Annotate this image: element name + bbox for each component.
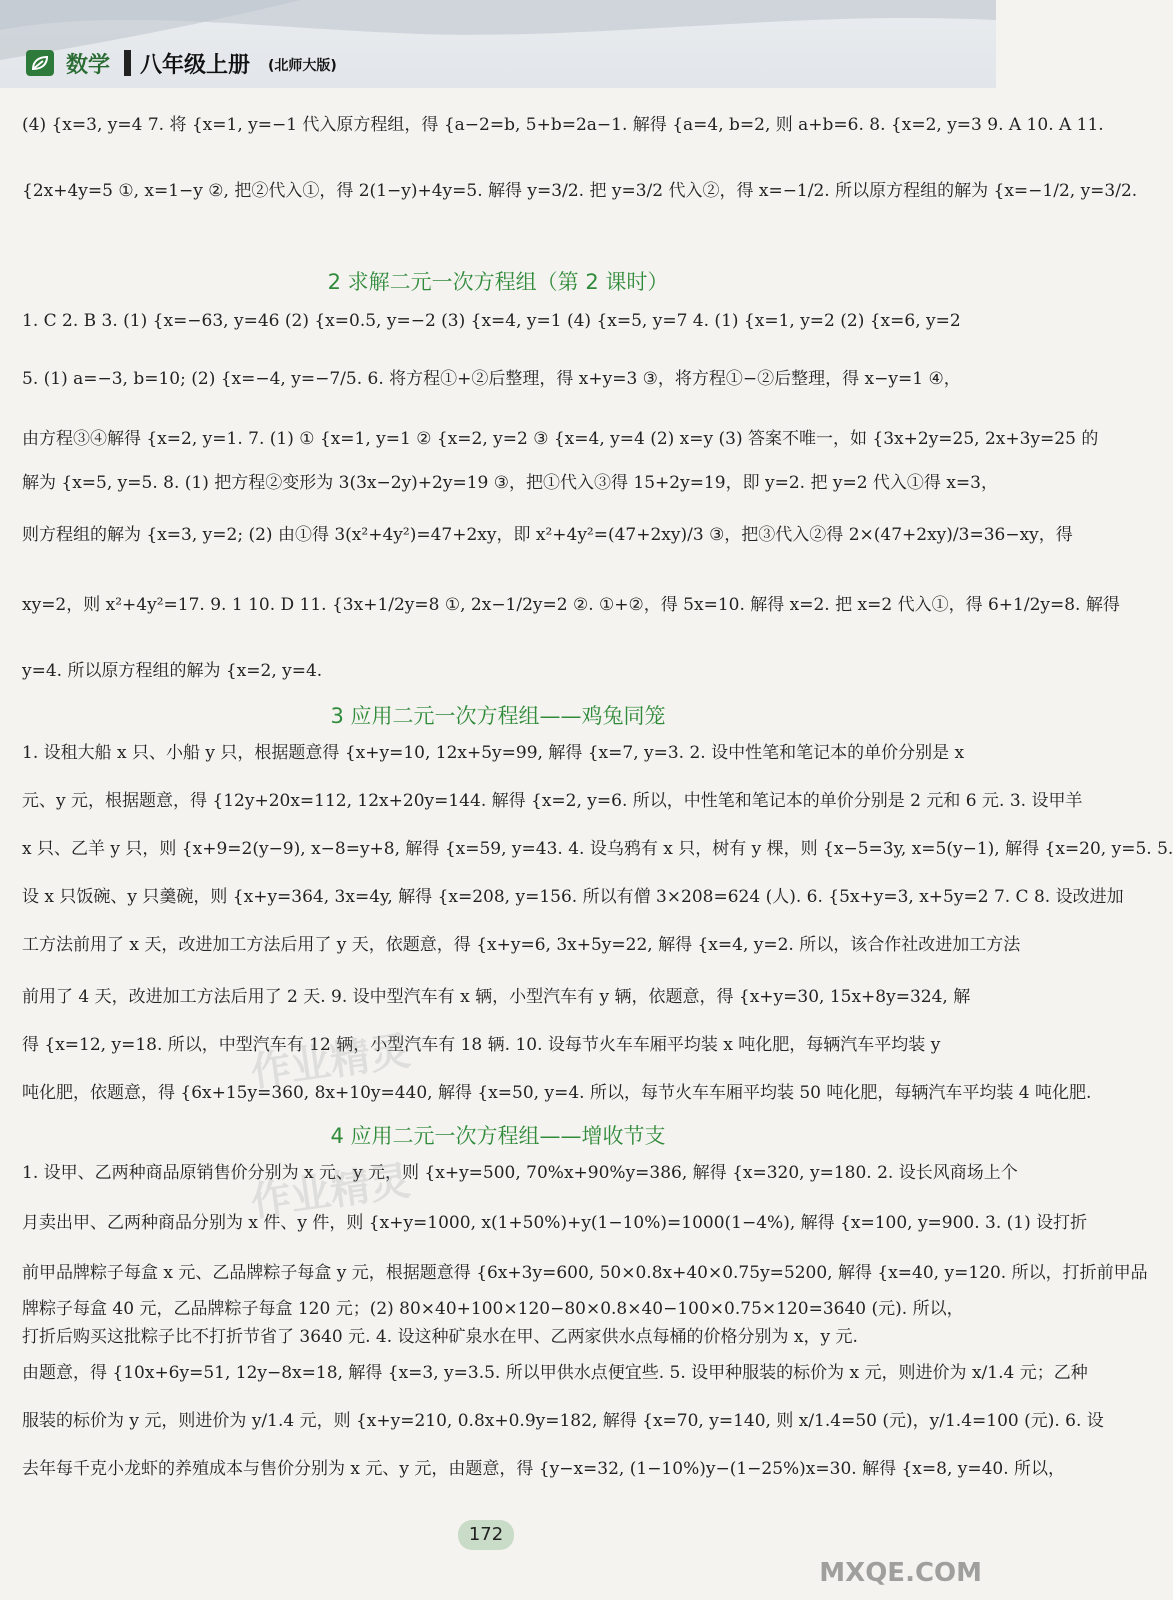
answer-line: 月卖出甲、乙两种商品分别为 x 件、y 件，则 {x+y=1000, x(1+50%)+y(1−10%)=1000(1−4%), 解得 {x=100, y=900. 3. (1) 设打折 — [22, 1213, 1088, 1233]
answer-line: 元、y 元，根据题意，得 {12y+20x=112, 12x+20y=144. 解得 {x=2, y=6. 所以，中性笔和笔记本的单价分别是 2 元和 6 元. 3. 设甲羊 — [22, 791, 1083, 811]
answer-line: 服装的标价为 y 元，则进价为 y/1.4 元，则 {x+y=210, 0.8x+0.9y=182, 解得 {x=70, y=140, 则 x/1.4=50 (元)，y/1.4=100 (元). 6. 设 — [22, 1411, 1104, 1431]
section-title: 4 应用二元一次方程组——增收节支 — [330, 1124, 666, 1148]
answer-line: 工方法前用了 x 天，改进加工方法后用了 y 天，依题意，得 {x+y=6, 3x+5y=22, 解得 {x=4, y=2. 所以，该合作社改进加工方法 — [22, 935, 1021, 955]
page-number: 172 — [458, 1520, 514, 1550]
section-title: 2 求解二元一次方程组（第 2 课时） — [327, 270, 669, 294]
answer-line: y=4. 所以原方程组的解为 {x=2, y=4. — [22, 661, 323, 681]
answer-line: 由方程③④解得 {x=2, y=1. 7. (1) ① {x=1, y=1 ② {x=2, y=2 ③ {x=4, y=4 (2) x=y (3) 答案不唯一，如 {3x+2y=25, 2x+3y=25 的 — [22, 429, 1099, 449]
answer-line: {2x+4y=5 ①, x=1−y ②, 把②代入①，得 2(1−y)+4y=5. 解得 y=3/2. 把 y=3/2 代入②，得 x=−1/2. 所以原方程组的解为 {x=−1/2, y=3/2. — [22, 181, 1138, 201]
subject-title: 数学 — [66, 53, 111, 78]
answer-line: 1. 设租大船 x 只、小船 y 只，根据题意得 {x+y=10, 12x+5y=99, 解得 {x=7, y=3. 2. 设中性笔和笔记本的单价分别是 x — [22, 743, 965, 763]
answer-line: 得 {x=12, y=18. 所以，中型汽车有 12 辆，小型汽车有 18 辆. 10. 设每节火车车厢平均装 x 吨化肥，每辆汽车平均装 y — [22, 1035, 941, 1055]
answer-line: 设 x 只饭碗、y 只羹碗，则 {x+y=364, 3x=4y, 解得 {x=208, y=156. 所以有僧 3×208=624 (人). 6. {5x+y=3, x+5y=2 7. C 8. 设改进加 — [22, 887, 1124, 907]
answer-line: 前甲品牌粽子每盒 x 元、乙品牌粽子每盒 y 元，根据题意得 {6x+3y=600, 50×0.8x+40×0.75y=5200, 解得 {x=40, y=120. 所以，打折前甲品 — [22, 1263, 1148, 1283]
answer-line: 前用了 4 天，改进加工方法后用了 2 天. 9. 设中型汽车有 x 辆，小型汽车有 y 辆，依题意，得 {x+y=30, 15x+8y=324, 解 — [22, 987, 971, 1007]
corner-watermark: MXQE.COM — [819, 1558, 982, 1588]
header-divider — [124, 50, 131, 76]
answer-line: 5. (1) a=−3, b=10; (2) {x=−4, y=−7/5. 6. 将方程①+②后整理，得 x+y=3 ③，将方程①−②后整理，得 x−y=1 ④， — [22, 369, 961, 389]
answer-line: 去年每千克小龙虾的养殖成本与售价分别为 x 元、y 元，由题意，得 {y−x=32, (1−10%)y−(1−25%)x=30. 解得 {x=8, y=40. 所以， — [22, 1459, 1066, 1479]
watermark: 作业精灵 — [248, 1158, 413, 1226]
answer-line: xy=2，则 x²+4y²=17. 9. 1 10. D 11. {3x+1/2y=8 ①, 2x−1/2y=2 ②. ①+②，得 5x=10. 解得 x=2. 把 x=2 代入①，得 6+1/2y=8. 解得 — [22, 595, 1120, 615]
watermark: 作业精灵 — [248, 1028, 413, 1096]
answer-line: 1. 设甲、乙两种商品原销售价分别为 x 元、y 元，则 {x+y=500, 70%x+90%y=386, 解得 {x=320, y=180. 2. 设长风商场上个 — [22, 1163, 1018, 1183]
answer-line: 牌粽子每盒 40 元，乙品牌粽子每盒 120 元；(2) 80×40+100×120−80×0.8×40−100×0.75×120=3640 (元). 所以， — [22, 1299, 964, 1319]
leaf-logo-icon — [26, 50, 54, 76]
answer-line: 则方程组的解为 {x=3, y=2; (2) 由①得 3(x²+4y²)=47+2xy，即 x²+4y²=(47+2xy)/3 ③，把③代入②得 2×(47+2xy)/3=36−xy，得 — [22, 525, 1073, 545]
answer-line: x 只、乙羊 y 只，则 {x+9=2(y−9), x−8=y+8, 解得 {x=59, y=43. 4. 设乌鸦有 x 只，树有 y 棵，则 {x−5=3y, x=5(y−1), 解得 {x=20, y=5. 5. — [22, 839, 1173, 859]
page-header — [0, 0, 996, 88]
answer-line: (4) {x=3, y=4 7. 将 {x=1, y=−1 代入原方程组，得 {a−2=b, 5+b=2a−1. 解得 {a=4, b=2, 则 a+b=6. 8. {x=2, y=3 9. A 10. A 11. — [22, 115, 1104, 135]
answer-line: 吨化肥，依题意，得 {6x+15y=360, 8x+10y=440, 解得 {x=50, y=4. 所以，每节火车车厢平均装 50 吨化肥，每辆汽车平均装 4 吨化肥. — [22, 1083, 1092, 1103]
edition-label: (北师大版) — [268, 58, 337, 74]
answer-line: 1. C 2. B 3. (1) {x=−63, y=46 (2) {x=0.5, y=−2 (3) {x=4, y=1 (4) {x=5, y=7 4. (1) {x=1, y=2 (2) {x=6, y=2 — [22, 311, 961, 331]
answer-line: 由题意，得 {10x+6y=51, 12y−8x=18, 解得 {x=3, y=3.5. 所以甲供水点便宜些. 5. 设甲种服装的标价为 x 元，则进价为 x/1.4 元；乙种 — [22, 1363, 1088, 1383]
answer-line: 解为 {x=5, y=5. 8. (1) 把方程②变形为 3(3x−2y)+2y=19 ③，把①代入③得 15+2y=19，即 y=2. 把 y=2 代入①得 x=3， — [22, 473, 998, 493]
answer-line: 打折后购买这批粽子比不打折节省了 3640 元. 4. 设这种矿泉水在甲、乙两家供水点每桶的价格分别为 x，y 元. — [22, 1327, 858, 1347]
grade-title: 八年级上册 — [140, 53, 251, 78]
section-title: 3 应用二元一次方程组——鸡兔同笼 — [330, 704, 666, 728]
